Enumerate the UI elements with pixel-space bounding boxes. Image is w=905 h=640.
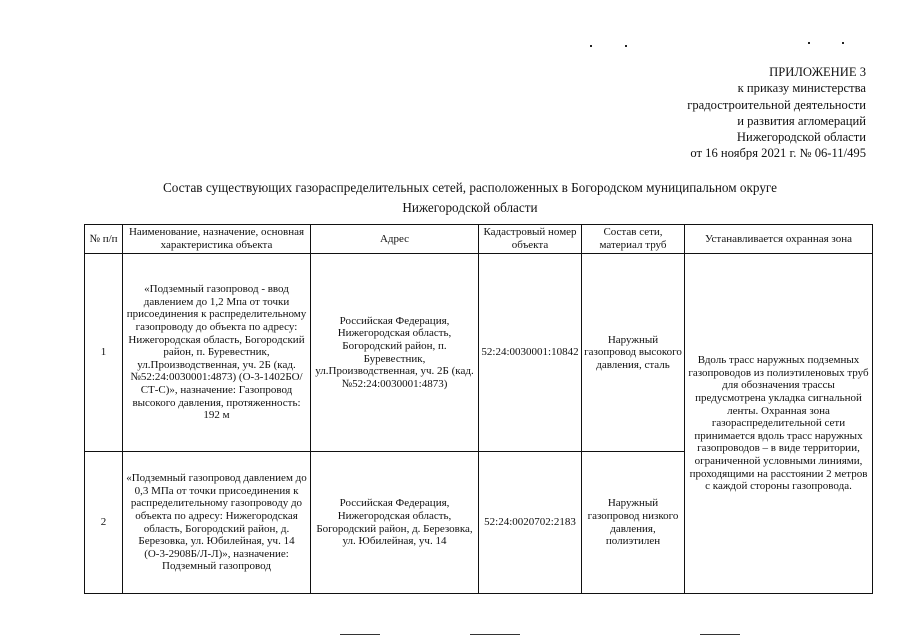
- appendix-line: градостроительной деятельности: [687, 97, 866, 112]
- scan-edge-mark: [700, 634, 740, 635]
- cell-cadastral: 52:24:0020702:2183: [479, 452, 582, 594]
- header-zone: Устанавливается охранная зона: [685, 225, 873, 254]
- scan-speck: [842, 42, 844, 44]
- scan-speck: [808, 42, 810, 44]
- scan-speck: [625, 45, 627, 47]
- cell-num: 2: [85, 452, 123, 594]
- cell-zone: Вдоль трасс наружных подземных газопроводов из полиэтиленовых труб для обозначения трассы предусмотрена укладка сигнальной ленты. Охранная зона газораспределительной сети принимается вдоль трасс наружных газопроводов – в виде территории, ограниченной условными линиями, проходящими на расстоянии 2 метров с каждой стороны газопровода.: [685, 254, 873, 594]
- scan-edge-mark: [340, 634, 380, 635]
- cell-name: «Подземный газопровод - ввод давлением до 1,2 Мпа от точки присоединения к распределительному газопроводу до объекта по адресу: Нижегородская область, Богородский район, п. Буревестник, ул.Производственная, уч. 2Б (кад. №52:24:0030001:4873) (О-3-1402БО/СТ-С)», назначение: Газопровод высокого давления, протяженность: 192 м: [123, 254, 311, 452]
- appendix-line: к приказу министерства: [737, 81, 866, 96]
- document-title-line: Состав существующих газораспределительных сетей, расположенных в Богородском муниципальном округе: [162, 180, 778, 195]
- header-cadastral: Кадастровый номер объекта: [479, 225, 582, 254]
- table-header-row: [85, 225, 873, 254]
- cell-address: Российская Федерация, Нижегородская область, Богородский район, д. Березовка, ул. Юбилейная, уч. 14: [311, 452, 479, 594]
- cell-address: Российская Федерация, Нижегородская область, Богородский район, п. Буревестник, ул.Производственная, уч. 2Б (кад. №52:24:0030001:4873): [311, 254, 479, 452]
- header-address: Адрес: [311, 225, 479, 254]
- appendix-line: и развития агломераций: [737, 113, 866, 128]
- cell-name: «Подземный газопровод давлением до 0,3 МПа от точки присоединения к распределительному газопроводу до объекта по адресу: Нижегородская область, Богородский район, д. Березовка, ул. Юбилейная, уч. 14 (О-3-2908Б/Л-Л)», назначение: Подземный газопровод: [123, 452, 311, 594]
- appendix-line: Нижегородской области: [736, 130, 866, 145]
- header-num: № п/п: [85, 225, 123, 254]
- scan-edge-mark: [470, 634, 520, 635]
- cell-num: 1: [85, 254, 123, 452]
- cell-composition: Наружный газопровод высокого давления, сталь: [582, 254, 685, 452]
- scan-speck: [590, 45, 592, 47]
- header-name: Наименование, назначение, основная характеристика объекта: [123, 225, 311, 254]
- table-row: [85, 254, 873, 452]
- gas-network-table: [84, 224, 873, 594]
- cell-cadastral: 52:24:0030001:10842: [479, 254, 582, 452]
- document-title: [60, 178, 880, 218]
- document-title-line: Нижегородской области: [402, 200, 538, 215]
- appendix-header: [566, 64, 866, 162]
- appendix-title: ПРИЛОЖЕНИЕ 3: [769, 65, 866, 79]
- header-composition: Состав сети, материал труб: [582, 225, 685, 254]
- cell-composition: Наружный газопровод низкого давления, полиэтилен: [582, 452, 685, 594]
- appendix-line: от 16 ноября 2021 г. № 06-11/495: [690, 146, 866, 161]
